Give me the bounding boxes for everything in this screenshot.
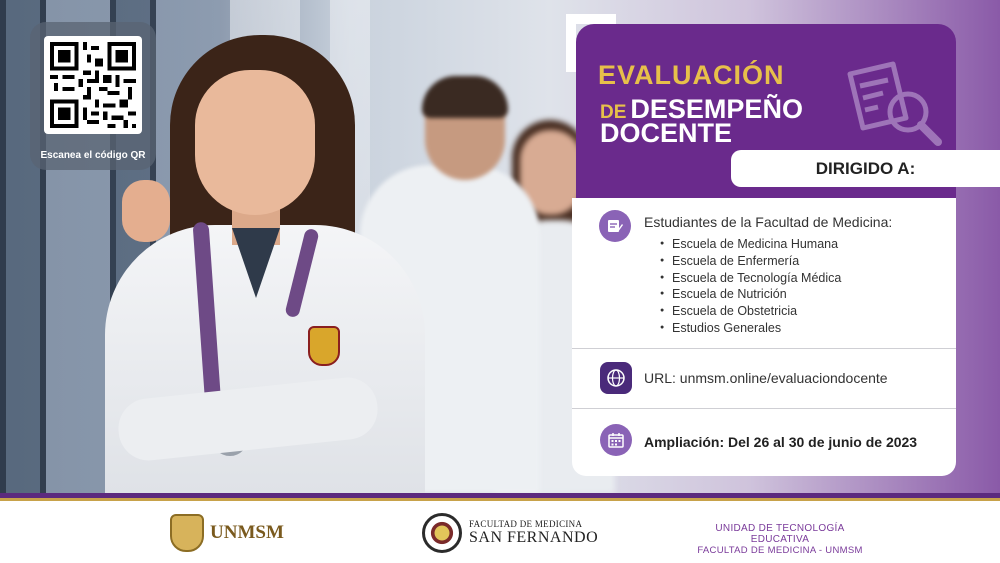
edit-form-icon (599, 210, 631, 242)
list-item: ● Escuela de Obstetricia (660, 303, 841, 320)
list-item: ● Escuela de Medicina Humana (660, 236, 841, 253)
globe-www-icon (600, 362, 632, 394)
unmsm-crest-icon (170, 514, 204, 552)
background-doctor-hair (422, 76, 508, 118)
url-link[interactable]: URL: unmsm.online/evaluaciondocente (644, 370, 888, 386)
qr-code[interactable] (44, 36, 142, 134)
title-line-2-text: DESEMPEÑO (630, 94, 803, 124)
sf-line-2: SAN FERNANDO (469, 529, 599, 546)
ute-line-1: UNIDAD DE TECNOLOGÍA EDUCATIVA (715, 523, 845, 545)
title-prefix: DE (600, 102, 627, 123)
unmsm-name: UNMSM (210, 522, 284, 543)
ute-line-2: FACULTAD DE MEDICINA - UNMSM (697, 545, 863, 556)
divider (572, 348, 956, 349)
info-card (572, 198, 956, 476)
doctor-face (195, 70, 315, 215)
sf-line-1: FACULTAD DE MEDICINA (469, 519, 583, 529)
divider (572, 408, 956, 409)
qr-code-icon (50, 42, 136, 128)
list-item: ● Escuela de Nutrición (660, 286, 841, 303)
university-badge (308, 326, 340, 366)
ute-label (690, 523, 870, 556)
ampliacion-text: Ampliación: Del 26 al 30 de junio de 2023 (644, 434, 918, 450)
dirigido-label: DIRIGIDO A: (731, 150, 1000, 187)
list-item: ● Escuela de Tecnología Médica (660, 270, 841, 287)
audience-heading: Estudiantes de la Facultad de Medicina: (644, 214, 893, 230)
title-line-3: DOCENTE (600, 118, 733, 148)
san-fernando-seal-icon (422, 513, 462, 553)
unmsm-logo (170, 514, 284, 552)
document-search-icon (838, 56, 948, 156)
footer (0, 501, 1000, 563)
qr-caption: Escanea el código QR (40, 150, 146, 161)
san-fernando-logo (422, 513, 598, 553)
doctor-hand (122, 180, 170, 242)
list-item: ● Estudios Generales (660, 320, 841, 337)
audience-list (660, 236, 841, 337)
qr-card (30, 22, 156, 170)
title-line-1: EVALUACIÓN (598, 60, 785, 90)
calendar-icon (600, 424, 632, 456)
list-item: ● Escuela de Enfermería (660, 253, 841, 270)
